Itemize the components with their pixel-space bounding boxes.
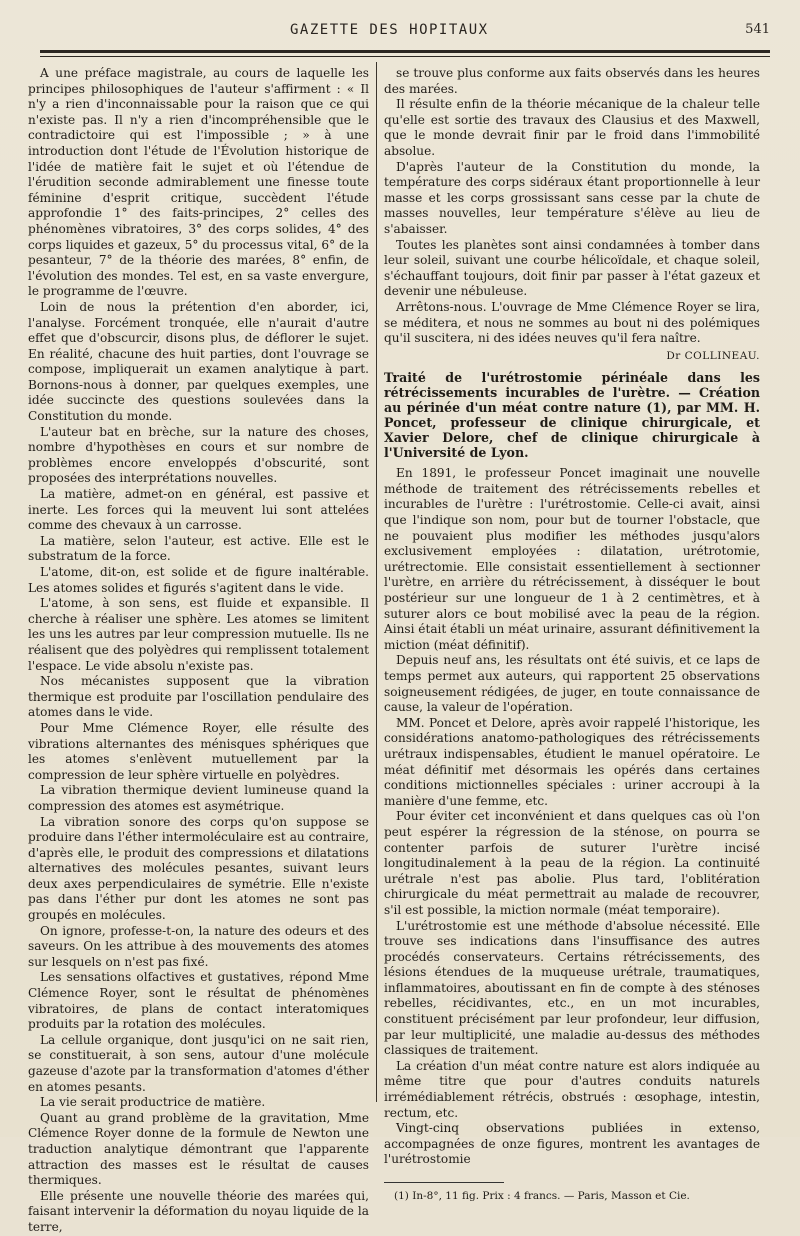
paragraph: L'atome, à son sens, est fluide et expansible. Il cherche à réaliser une sphère. Les atomes se limitent les uns les autres par leur compression mutuelle. Ils ne réalisent que des polyèdres qui remplissent totalement l'espace. Le vide absolu n'existe pas. [28, 596, 369, 673]
paragraph: En 1891, le professeur Poncet imaginait une nouvelle méthode de traitement des rétrécissements rebelles et incurables de l'urètre : l'urétrostomie. Celle-ci avait, ainsi que l'indique son nom, pour but de tourner l'obstacle, que ne pouvaient plus modifier les méthodes jusqu'alors exclusivement employées : dilatation, urétrotomie, urétrectomie. Elle consistait essentiellement à sectionner l'urètre, en arrière du rétrécissement, à disséquer le bout postérieur sur une longueur de 1 à 2 centimètres, et à suturer alors ce bout mobilisé avec la peau de la région. Ainsi était établi un méat urinaire, assurant définitivement la miction (méat définitif). [384, 466, 760, 652]
paragraph: La matière, admet-on en général, est passive et inerte. Les forces qui la meuvent lui sont attelées comme des chevaux à un carrosse. [28, 487, 369, 533]
paragraph: Les sensations olfactives et gustatives, répond Mme Clémence Royer, sont le résultat de phénomènes vibratoires, de plans de contact interatomiques produits par la rotation des molécules. [28, 970, 369, 1032]
paragraph: Pour éviter cet inconvénient et dans quelques cas où l'on peut espérer la régression de la sténose, on pourra se contenter parfois de suturer l'urètre incisé longitudinalement à la peau de la région. La continuité urétrale n'est pas abolie. Plus tard, l'oblitération chirurgicale du méat permettrait au malade de recouvrer, s'il est possible, la miction normale (méat temporaire). [384, 809, 760, 917]
paragraph: D'après l'auteur de la Constitution du monde, la température des corps sidéraux étant proportionnelle à leur masse et les corps grossissant sans cesse par la chute de masses nouvelles, leur température s'élève au lieu de s'abaisser. [384, 159, 760, 236]
paragraph: La vie serait productrice de matière. [40, 1095, 266, 1110]
header-rule-thin [40, 56, 770, 57]
paragraph: se trouve plus conforme aux faits observés dans les heures des marées. [384, 66, 760, 96]
paragraph: Elle présente une nouvelle théorie des marées qui, faisant intervenir la déformation du noyau liquide de la terre, [28, 1188, 369, 1234]
paragraph: L'urétrostomie est une méthode d'absolue nécessité. Elle trouve ses indications dans l'insuffisance des autres procédés conservateurs. Certains rétrécissements, des lésions étendues de la muqueuse urétrale, traumatiques, inflammatoires, aboutissant en fin de compte à des sténoses rebelles, récidivantes, etc., en un mot incurables, constituent précisément par leur profondeur, leur diffusion, par leur multiplicité, une maladie au-dessus des méthodes classiques de traitement. [384, 918, 760, 1058]
paragraph: MM. Poncet et Delore, après avoir rappelé l'historique, les considérations anatomo-pathologiques des rétrécissements urétraux indispensables, étudient le manuel opératoire. Le méat définitif met désormais les opérés dans certaines conditions mictionnelles spéciales : uriner accroupi à la manière d'une femme, etc. [384, 715, 760, 808]
paragraph: Loin de nous la prétention d'en aborder, ici, l'analyse. Forcément tronquée, elle n'aurait d'autre effet que d'obscurcir, disons plus, de déflorer le sujet. En réalité, chacune des huit parties, dont l'ouvrage se compose, impliquerait un examen analytique à part. Bornons-nous à donner, par quelques exemples, une idée succincte des questions soulevées dans la Constitution du monde. [28, 299, 369, 424]
paragraph: La vibration sonore des corps qu'on suppose se produire dans l'éther intermoléculaire est au contraire, d'après elle, le produit des compressions et dilatations alternatives des molécules pesantes, suivant leurs deux axes perpendiculaires de symétrie. Elle n'existe pas dans l'éther pur dont les atomes ne sont pas groupés en molécules. [28, 814, 369, 923]
journal-title: GAZETTE DES HOPITAUX [290, 22, 489, 38]
paragraph: Il résulte enfin de la théorie mécanique de la chaleur telle qu'elle est sortie des travaux des Clausius et des Maxwell, que le monde devrait finir par le froid dans l'immobilité absolue. [384, 97, 760, 158]
page-number: 541 [745, 22, 770, 37]
paragraph: Depuis neuf ans, les résultats ont été suivis, et ce laps de temps permet aux auteurs, qui rapportent 25 observations soigneusement rédigées, de juger, en toute connaissance de cause, la valeur de l'opération. [384, 653, 760, 715]
left-column [28, 66, 369, 1236]
footnote-rule [384, 1182, 504, 1183]
paragraph: Toutes les planètes sont ainsi condamnées à tomber dans leur soleil, suivant une courbe hélicoïdale, et chaque soleil, s'échauffant toujours, doit finir par passer à l'état gazeux et devenir une nébuleuse. [384, 237, 760, 299]
paragraph: La cellule organique, dont jusqu'ici on ne sait rien, se constituerait, à son sens, autour d'une molécule gazeuse d'azote par la transformation d'atomes d'éther en atomes pesants. [28, 1032, 369, 1094]
right-column [384, 66, 760, 1205]
paragraph: L'atome, dit-on, est solide et de figure inaltérable. Les atomes solides et figurés s'agitent dans le vide. [28, 565, 369, 595]
footnote: (1) In-8°, 11 fig. Prix : 4 francs. — Paris, Masson et Cie. [394, 1190, 690, 1202]
paragraph: Nos mécanistes supposent que la vibration thermique est produite par l'oscillation pendulaire des atomes dans le vide. [28, 674, 369, 720]
paragraph: La création d'un méat contre nature est alors indiquée au même titre que pour d'autres conduits naturels irrémédiablement rétrécis, obstrués : œsophage, intestin, rectum, etc. [384, 1058, 760, 1120]
paragraph: La vibration thermique devient lumineuse quand la compression des atomes est asymétrique. [28, 783, 369, 813]
author-signature: Dr COLLINEAU. [666, 349, 760, 362]
paragraph: La matière, selon l'auteur, est active. Elle est le substratum de la force. [28, 533, 369, 564]
paragraph: Arrêtons-nous. L'ouvrage de Mme Clémence Royer se lira, se méditera, et nous ne sommes au bout ni des polémiques qu'il suscitera, ni des idées neuves qu'il fera naître. [384, 299, 760, 346]
article-title: Traité de l'urétrostomie périnéale dans les rétrécissements incurables de l'urètre. — Création au périnée d'un méat contre nature (1), par MM. H. Poncet, professeur de clinique chirurgicale, et Xavier Delore, chef de clinique chirurgicale à l'Université de Lyon. [384, 370, 760, 461]
paragraph: Pour Mme Clémence Royer, elle résulte des vibrations alternantes des ménisques sphériques que les atomes s'enlèvent mutuellement par la compression de leur sphère virtuelle en polyèdres. [28, 720, 369, 782]
paragraph: A une préface magistrale, au cours de laquelle les principes philosophiques de l'auteur s'affirment : « Il n'y a rien d'inconnaissable pour la raison que ce qui n'existe pas. Il n'y a rien d'incompréhensible que le contradictoire qui est l'impossible ; » à une introduction dont l'étude de l'Évolution historique de l'idée de matière fait le sujet et où l'étendue de l'érudition seconde admirablement une finesse toute féminine d'esprit critique, succèdent l'étude approfondie 1° des faits-principes, 2° celles des phénomènes vibratoires, 3° des corps solides, 4° des corps liquides et gazeux, 5° du processus vital, 6° de la pesanteur, 7° de la théorie des marées, 8° enfin, de l'évolution des mondes. Tel est, en sa vaste envergure, le programme de l'œuvre. [28, 66, 369, 299]
paragraph: Vingt-cinq observations publiées in extenso, accompagnées de onze figures, montrent les avantages de l'urétrostomie [384, 1121, 760, 1167]
column-divider [376, 62, 377, 1102]
header-rule-thick [40, 50, 770, 53]
paragraph: On ignore, professe-t-on, la nature des odeurs et des saveurs. On les attribue à des mouvements des atomes sur lesquels on n'est pas fixé. [28, 923, 369, 969]
paragraph: L'auteur bat en brèche, sur la nature des choses, nombre d'hypothèses en cours et sur nombre de problèmes encore enveloppés d'obscurité, sont proposées des interprétations nouvelles. [28, 424, 369, 486]
paragraph: Quant au grand problème de la gravitation, Mme Clémence Royer donne de la formule de Newton une traduction analytique démontrant que l'apparente attraction des masses est le résultat de causes thermiques. [28, 1110, 369, 1188]
